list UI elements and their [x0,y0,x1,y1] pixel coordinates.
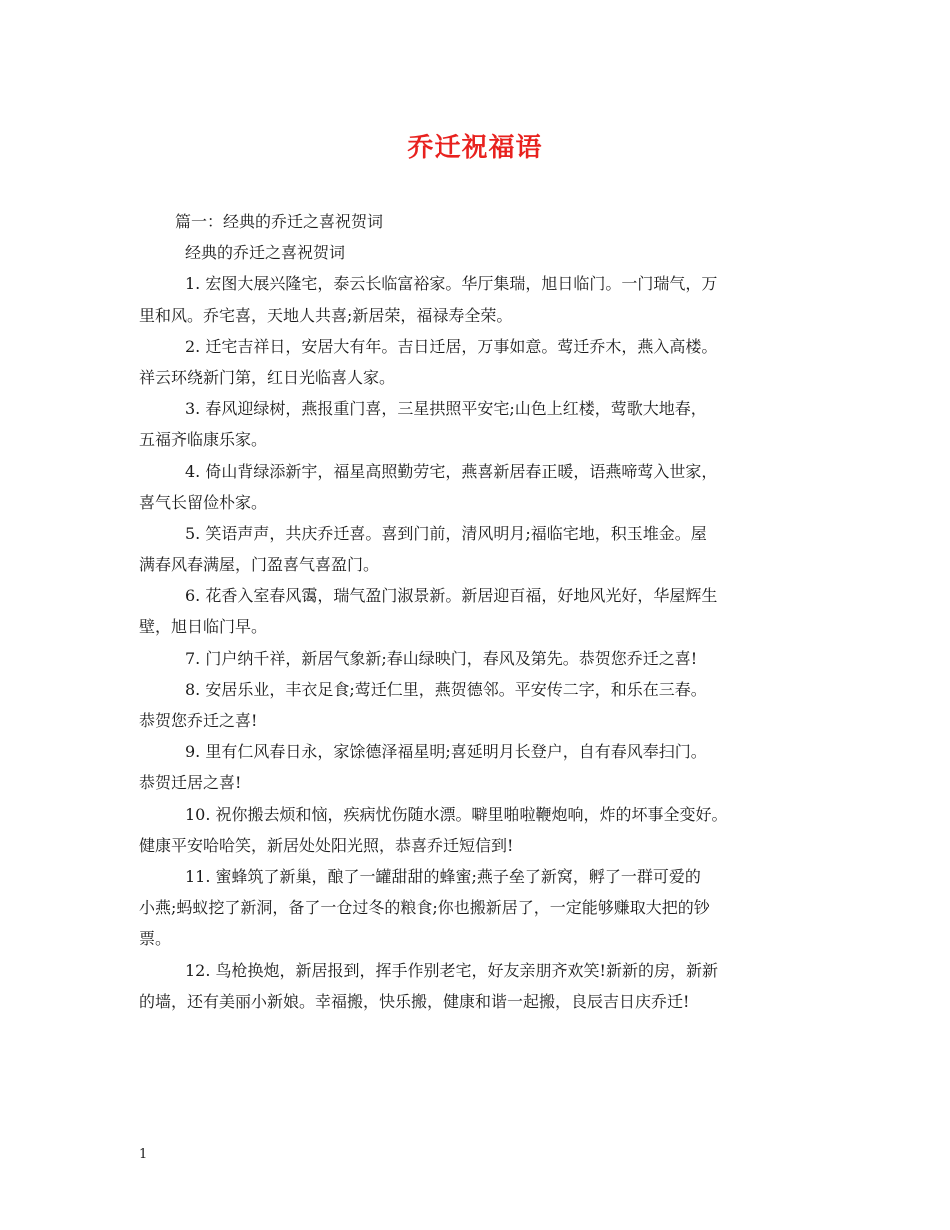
text-line: 恭贺您乔迁之喜! [139,711,258,730]
text-line: 9. 里有仁风春日永，家馀德泽福星明;喜延明月长登户，自有春风奉扫门。 [185,742,707,762]
text-line: 的墙，还有美丽小新娘。幸福搬，快乐搬，健康和谐一起搬，良辰吉日庆乔迁! [139,991,690,1011]
document-title: 乔迁祝福语 [407,133,543,163]
text-line: 祥云环绕新门第，红日光临喜人家。 [139,367,396,387]
text-line: 12. 鸟枪换炮，新居报到，挥手作别老宅，好友亲朋齐欢笑!新新的房，新新 [185,960,718,980]
text-line: 11. 蜜蜂筑了新巢，酿了一罐甜甜的蜂蜜;燕子垒了新窝，孵了一群可爱的 [185,866,701,886]
section-heading: 篇一：经典的乔迁之喜祝贺词 [175,212,384,231]
text-line: 8. 安居乐业，丰衣足食;莺迁仁里，燕贺德邻。平安传二字，和乐在三春。 [185,679,707,699]
text-line: 票。 [139,929,172,949]
text-line: 五福齐临康乐家。 [139,430,268,450]
text-line: 10. 祝你搬去烦和恼，疾病忧伤随水漂。噼里啪啦鞭炮响，炸的坏事全变好。 [185,804,728,824]
text-line: 3. 春风迎绿树，燕报重门喜，三星拱照平安宅;山色上红楼，莺歌大地春， [185,399,707,419]
text-line: 满春风春满屋，门盈喜气喜盈门。 [139,555,380,575]
text-line: 里和风。乔宅喜，天地人共喜;新居荣，福禄寿全荣。 [139,305,513,325]
text-line: 1. 宏图大展兴隆宅，泰云长临富裕家。华厅集瑞，旭日临门。一门瑞气，万 [185,274,718,294]
document-body [139,206,815,1017]
page-number: 1 [139,1147,148,1162]
text-line: 7. 门户纳千祥，新居气象新;春山绿映门，春风及第先。恭贺您乔迁之喜! [185,648,698,668]
text-line: 恭贺迁居之喜! [139,773,242,793]
text-line: 喜气长留俭朴家。 [139,492,268,512]
text-line: 壁，旭日临门早。 [139,617,268,637]
text-line: 5. 笑语声声，共庆乔迁喜。喜到门前，清风明月;福临宅地，积玉堆金。屋 [185,523,707,543]
text-line: 2. 迁宅吉祥日，安居大有年。吉日迁居，万事如意。莺迁乔木，燕入高楼。 [185,336,718,356]
text-line: 健康平安哈哈笑，新居处处阳光照，恭喜乔迁短信到! [139,835,514,855]
text-line: 6. 花香入室春风霭，瑞气盈门淑景新。新居迎百福，好地风光好，华屋辉生 [185,586,718,606]
text-line: 小燕;蚂蚁挖了新洞，备了一仓过冬的粮食;你也搬新居了，一定能够赚取大把的钞 [139,898,710,918]
text-line: 4. 倚山背绿添新宇，福星高照勤劳宅，燕喜新居春正暖，语燕啼莺入世家， [185,461,718,481]
section-subheading: 经典的乔迁之喜祝贺词 [185,243,346,263]
